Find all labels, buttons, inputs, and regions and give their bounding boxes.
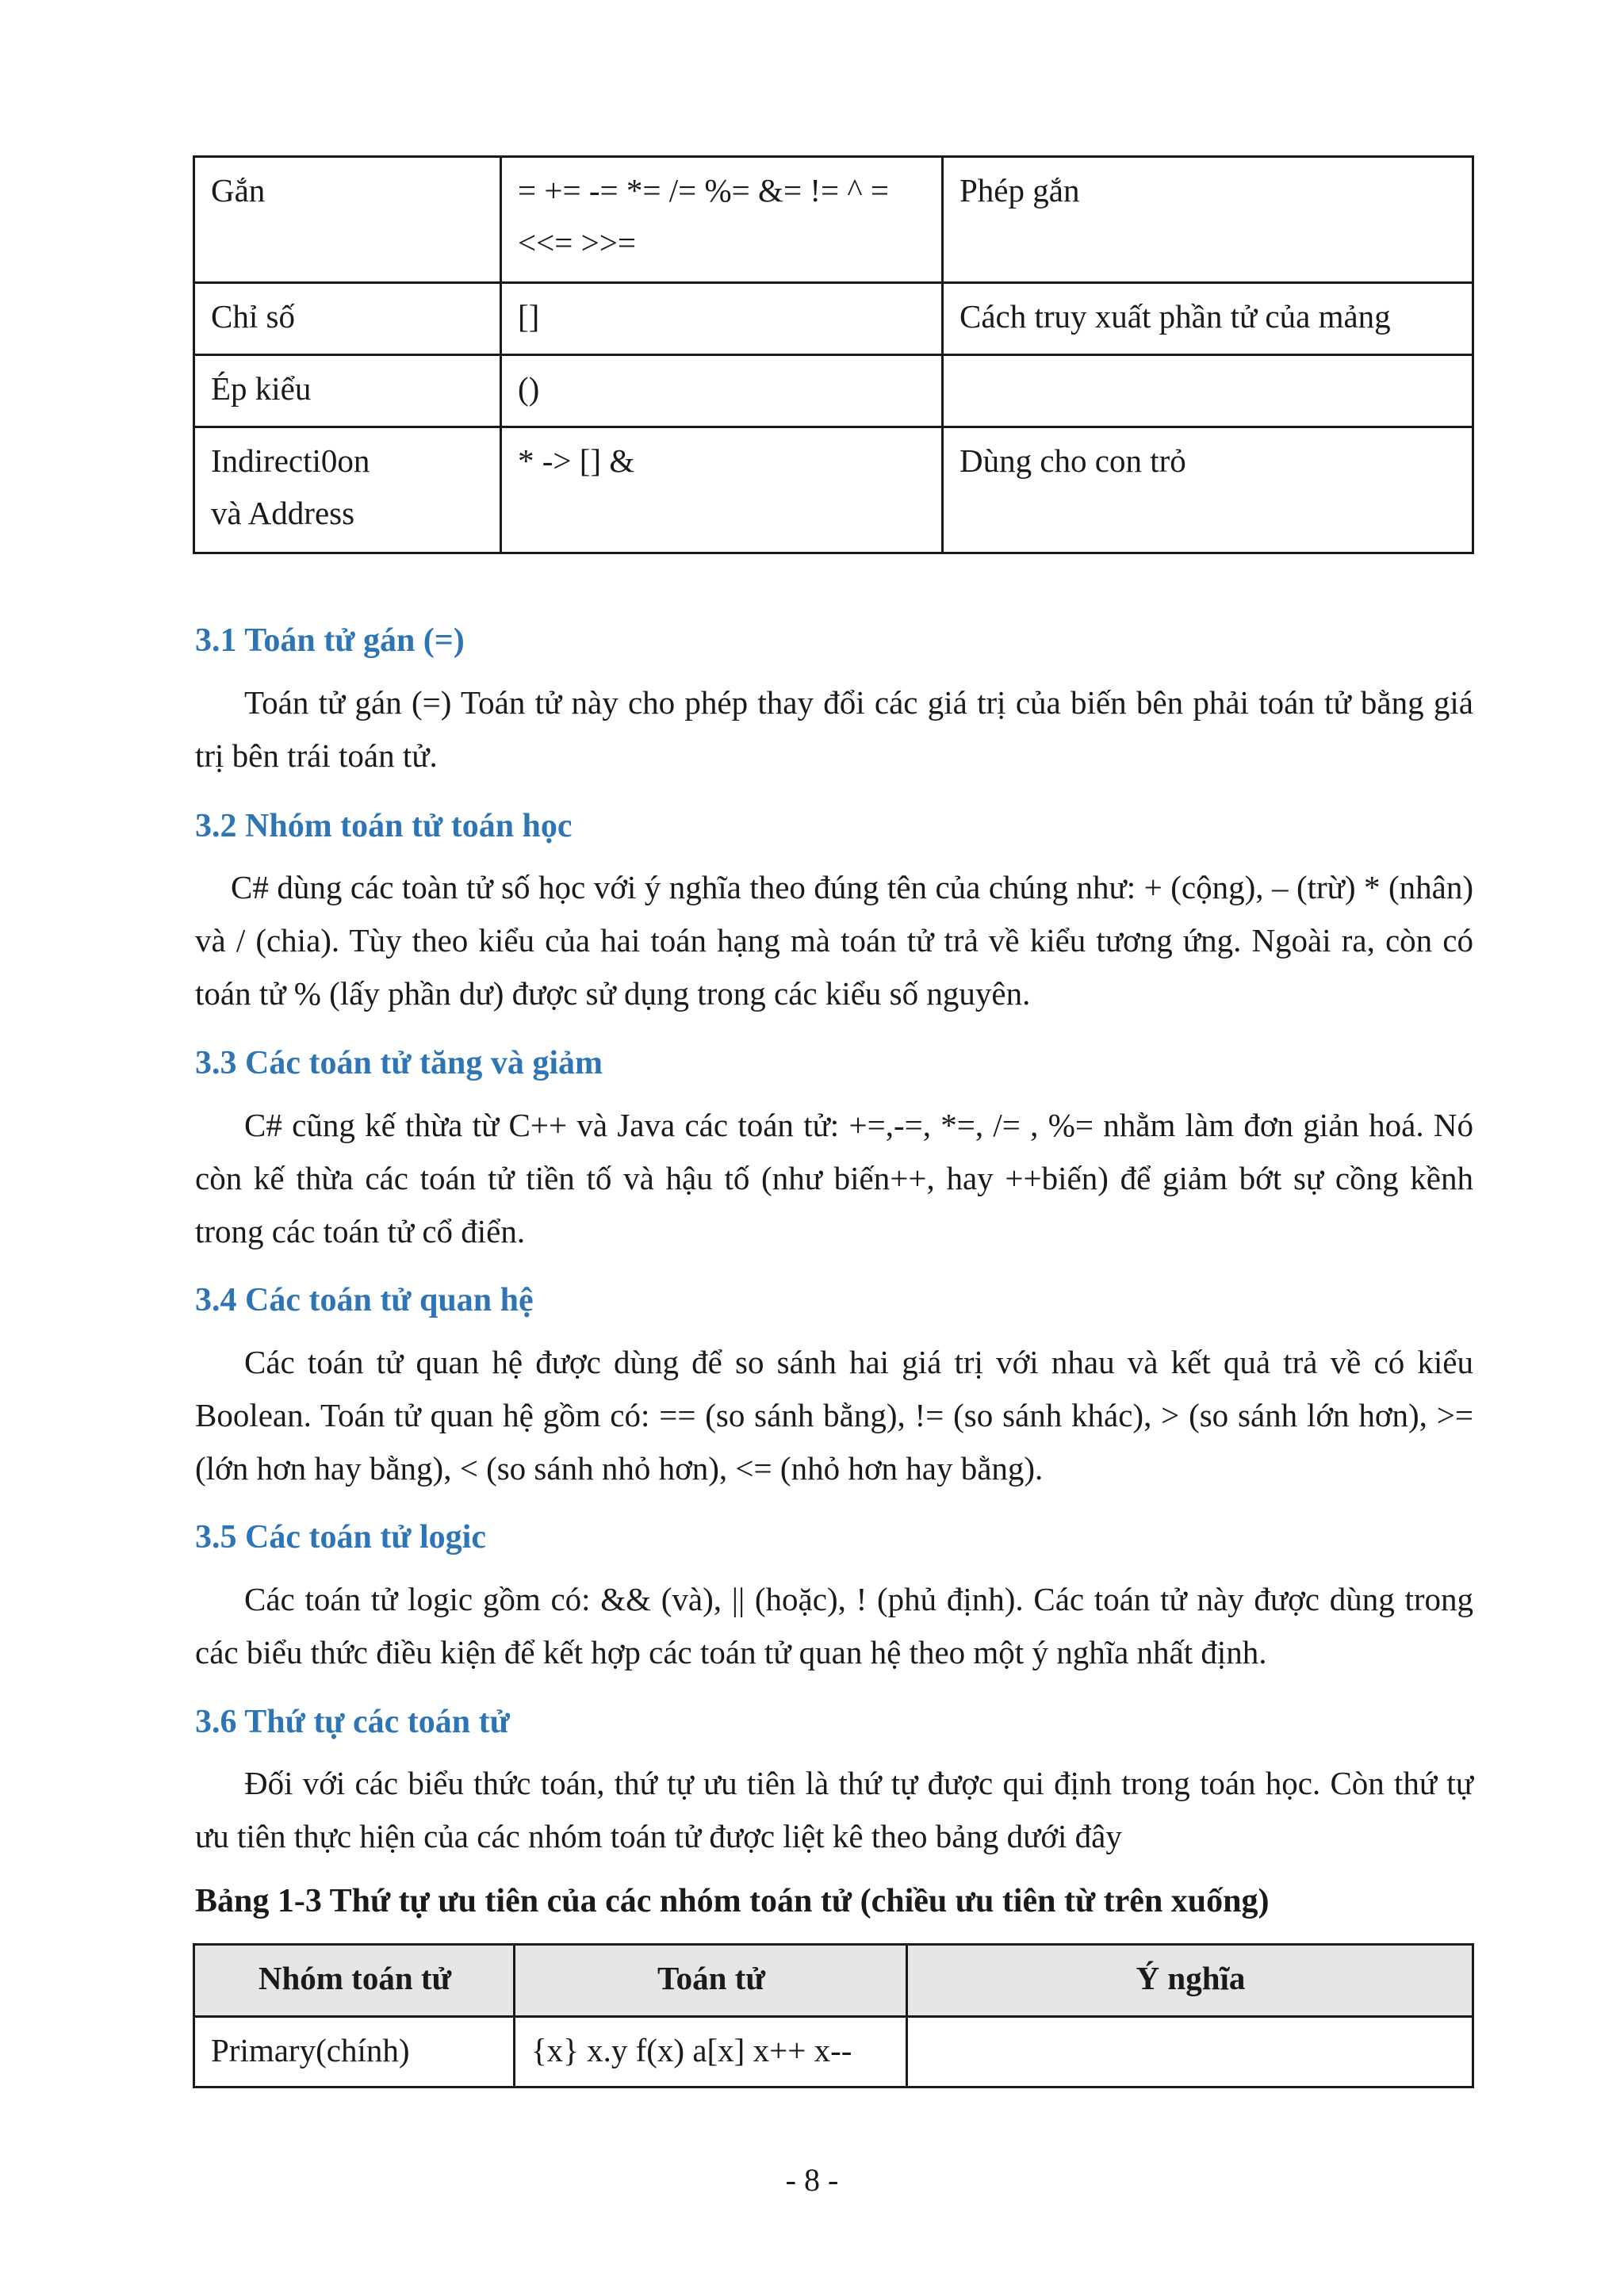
table-cell-group: Gắn [194, 157, 501, 283]
table-cell-operators: = += -= *= /= %= &= != ^ = <<= >>= [501, 157, 943, 283]
operators-table-continued [193, 155, 1474, 554]
table-row [194, 427, 1473, 553]
table-cell-meaning: Cách truy xuất phần tử của mảng [943, 283, 1473, 355]
section-body-3-3: C# cũng kế thừa từ C++ và Java các toán tử: +=,-=, *=, /= , %= nhằm làm đơn giản hoá. Nó còn kế thừa các toán tử tiền tố và hậu tố (như biến++, hay ++biến) để giảm bớt sự cồng kềnh trong các toán tử cổ điển. [195, 1107, 1473, 1249]
table-caption: Bảng 1-3 Thứ tự ưu tiên của các nhóm toán tử (chiều ưu tiên từ trên xuống) [195, 1883, 1270, 1919]
section-body-3-5: Các toán tử logic gồm có: && (và), || (hoặc), ! (phủ định). Các toán tử này được dùng trong các biểu thức điều kiện để kết hợp các toán tử quan hệ theo một ý nghĩa nhất định. [195, 1581, 1473, 1670]
table-cell-group: Primary(chính) [194, 2017, 515, 2087]
table-cell-operators: {x} x.y f(x) a[x] x++ x-- [515, 2017, 907, 2087]
table-cell-meaning: Phép gắn [943, 157, 1473, 283]
section-body-3-2: C# dùng các toàn tử số học với ý nghĩa theo đúng tên của chúng như: + (cộng), – (trừ) * (nhân) và / (chia). Tùy theo kiểu của hai toán hạng mà toán tử trả về kiểu tương ứng. Ngoài ra, còn có toán tử % (lấy phần dư) được sử dụng trong các kiểu số nguyên. [195, 869, 1473, 1012]
table-cell-group: Indirecti0on và Address [194, 427, 501, 553]
table-row [194, 157, 1473, 283]
section-body-3-4: Các toán tử quan hệ được dùng để so sánh hai giá trị với nhau và kết quả trả về có kiểu Boolean. Toán tử quan hệ gồm có: == (so sánh bằng), != (so sánh khác), > (so sánh lớn hơn), >= (lớn hơn hay bằng), < (so sánh nhỏ hơn), <= (nhỏ hơn hay bằng). [195, 1344, 1473, 1487]
table-row [194, 283, 1473, 355]
page-number: - 8 - [785, 2162, 839, 2198]
table-row [194, 2017, 1473, 2087]
column-header: Ý nghĩa [907, 1945, 1473, 2017]
section-heading-3-1: 3.1 Toán tử gán (=) [195, 622, 465, 659]
column-header: Toán tử [515, 1945, 907, 2017]
table-cell-operators: [] [501, 283, 943, 355]
table-row [194, 355, 1473, 427]
section-heading-3-2: 3.2 Nhóm toán tử toán học [195, 808, 573, 844]
table-cell-operators: () [501, 355, 943, 427]
section-body-3-1: Toán tử gán (=) Toán tử này cho phép thay đổi các giá trị của biến bên phải toán tử bằng giá trị bên trái toán tử. [195, 684, 1473, 774]
table-cell-group: Chỉ số [194, 283, 501, 355]
table-cell-meaning: Dùng cho con trỏ [943, 427, 1473, 553]
table-cell-meaning [907, 2017, 1473, 2087]
operator-precedence-table [193, 1943, 1474, 2088]
column-header: Nhóm toán tử [194, 1945, 515, 2017]
section-heading-3-4: 3.4 Các toán tử quan hệ [195, 1282, 534, 1318]
section-heading-3-5: 3.5 Các toán tử logic [195, 1519, 486, 1556]
table-header-row [194, 1945, 1473, 2017]
section-heading-3-6: 3.6 Thứ tự các toán tử [195, 1704, 510, 1740]
section-body-3-6: Đối với các biểu thức toán, thứ tự ưu tiên là thứ tự được qui định trong toán học. Còn thứ tự ưu tiên thực hiện của các nhóm toán tử được liệt kê theo bảng dưới đây [195, 1765, 1473, 1854]
table-cell-group: Ép kiểu [194, 355, 501, 427]
table-cell-operators: * -> [] & [501, 427, 943, 553]
table-cell-meaning [943, 355, 1473, 427]
section-heading-3-3: 3.3 Các toán tử tăng và giảm [195, 1045, 603, 1081]
